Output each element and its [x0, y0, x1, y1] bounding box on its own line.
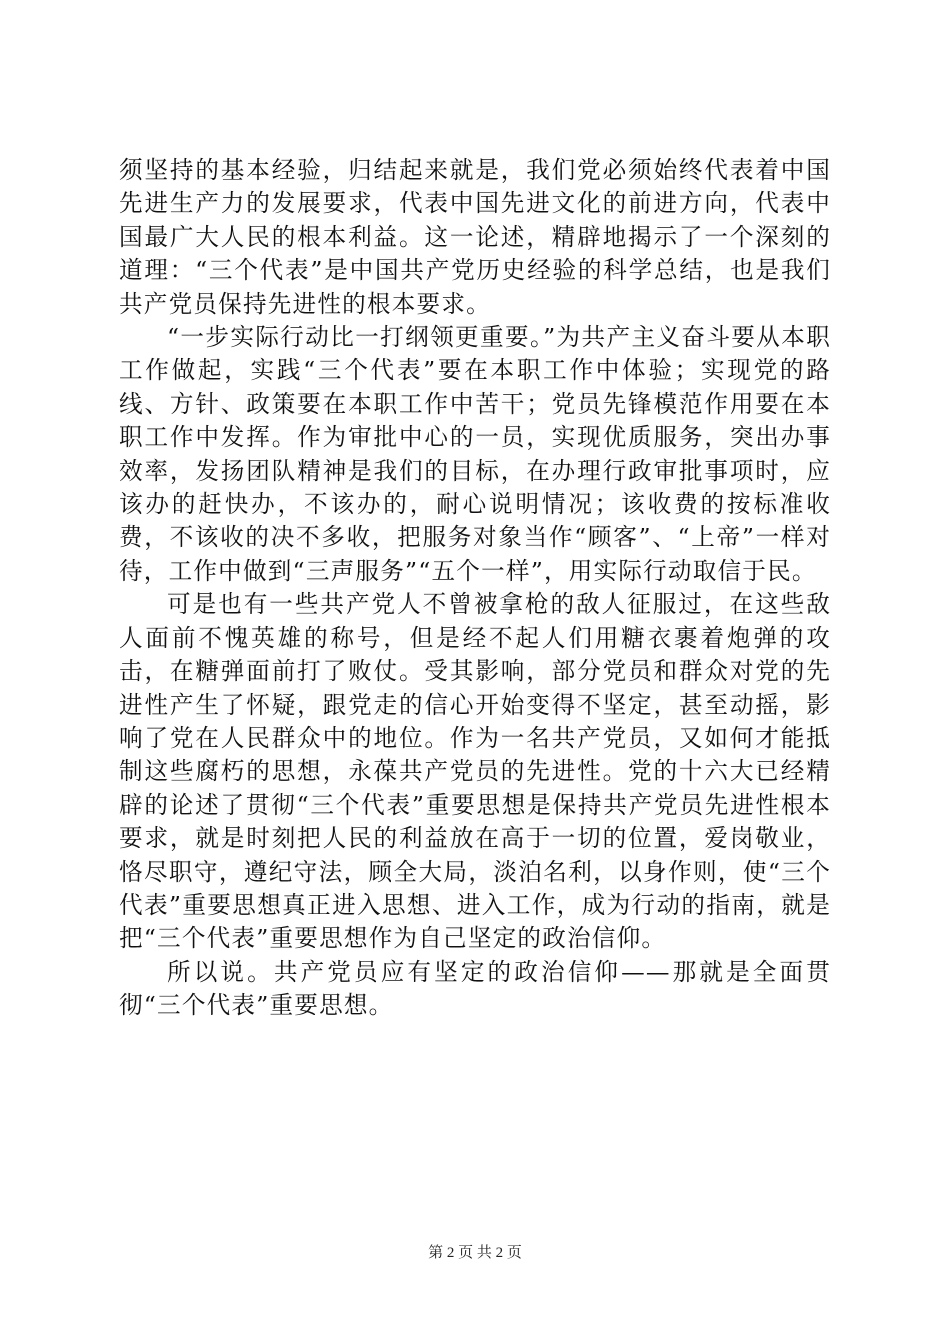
paragraph-conclusion: 所以说。共产党员应有坚定的政治信仰——那就是全面贯彻“三个代表”重要思想。 [119, 957, 831, 1020]
document-body [119, 154, 831, 1023]
page-number-footer: 第 2 页 共 2 页 [428, 1245, 522, 1261]
paragraph-action: “一步实际行动比一打纲领更重要。”为共产主义奋斗要从本职工作做起，实践“三个代表”要在本职工作中体验；实现党的路线、方针、政策要在本职工作中苦干；党员先锋模范作用要在本职工作中发挥。作为审批中心的一员，实现优质服务，突出办事效率，发扬团队精神是我们的目标，在办理行政审批事项时，应该办的赶快办，不该办的，耐心说明情况；该收费的按标准收费，不该收的决不多收，把服务对象当作“顾客”、“上帝”一样对待，工作中做到“三声服务”“五个一样”，用实际行动取信于民。 [119, 323, 831, 585]
paragraph-corruption: 可是也有一些共产党人不曾被拿枪的敌人征服过，在这些敌人面前不愧英雄的称号，但是经不起人们用糖衣裹着炮弹的攻击，在糖弹面前打了败仗。受其影响，部分党员和群众对党的先进性产生了怀疑，跟党走的信心开始变得不坚定，甚至动摇，影响了党在人民群众中的地位。作为一名共产党员，又如何才能抵制这些腐朽的思想，永葆共产党员的先进性。党的十六大已经精辟的论述了贯彻“三个代表”重要思想是保持共产党员先进性根本要求，就是时刻把人民的利益放在高于一切的位置，爱岗敬业，恪尽职守，遵纪守法，顾全大局，淡泊名利，以身作则，使“三个代表”重要思想真正进入思想、进入工作，成为行动的指南，就是把“三个代表”重要思想作为自己坚定的政治信仰。 [119, 590, 831, 953]
paragraph-continuation: 须坚持的基本经验，归结起来就是，我们党必须始终代表着中国先进生产力的发展要求，代表中国先进文化的前进方向，代表中国最广大人民的根本利益。这一论述，精辟地揭示了一个深刻的道理：“三个代表”是中国共产党历史经验的科学总结，也是我们共产党员保持先进性的根本要求。 [119, 156, 831, 318]
